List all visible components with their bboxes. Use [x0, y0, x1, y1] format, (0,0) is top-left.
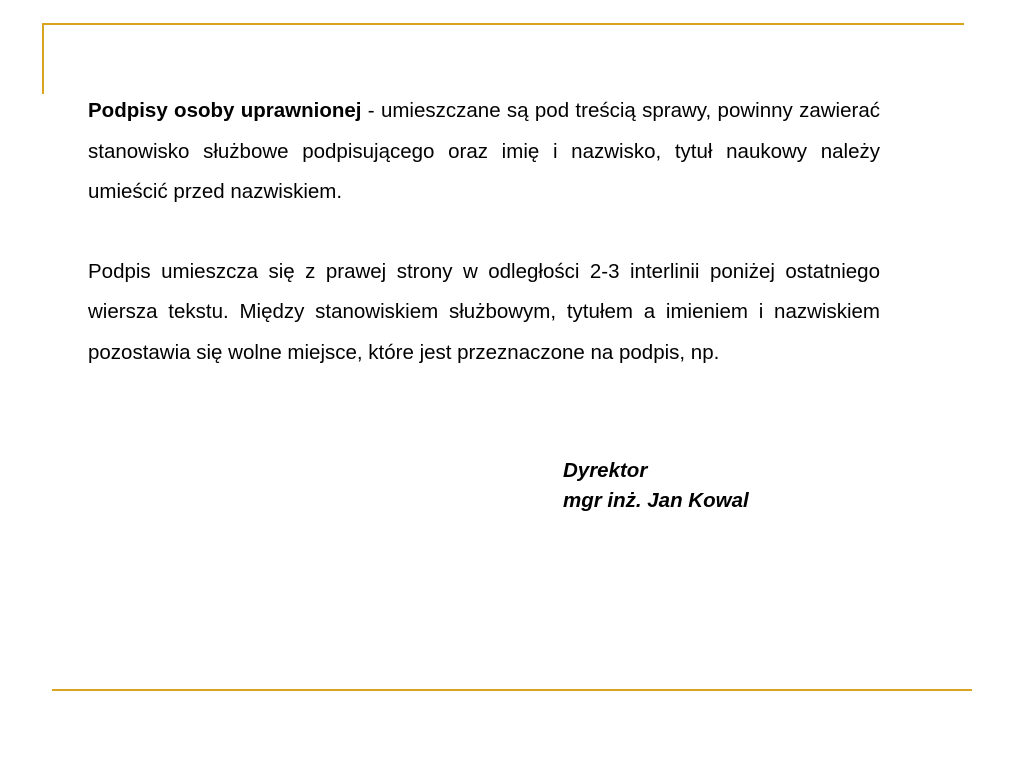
signature-position: Dyrektor — [563, 459, 648, 482]
slide-content — [88, 91, 880, 373]
signature-name: mgr inż. Jan Kowal — [563, 489, 749, 512]
paragraph-term: Podpisy osoby uprawnionej — [88, 99, 362, 122]
frame-bottom-line — [52, 689, 972, 691]
frame-left-line — [42, 23, 44, 94]
paragraph-body: - umieszczane są pod treścią sprawy, powinny zawierać stanowisko służbowe podpisującego oraz imię i nazwisko, tytuł naukowy należy umieścić przed nazwiskiem. — [88, 99, 880, 203]
paragraph-signature-placement: Podpis umieszcza się z prawej strony w odległości 2-3 interlinii poniżej ostatniego wiersza tekstu. Między stanowiskiem służbowym, tytułem a imieniem i nazwiskiem pozostawia się wolne miejsce, które jest przeznaczone na podpis, np. — [88, 259, 880, 364]
frame-top-line — [42, 23, 964, 25]
signature-example — [563, 456, 749, 516]
paragraph-signatures — [88, 91, 880, 213]
